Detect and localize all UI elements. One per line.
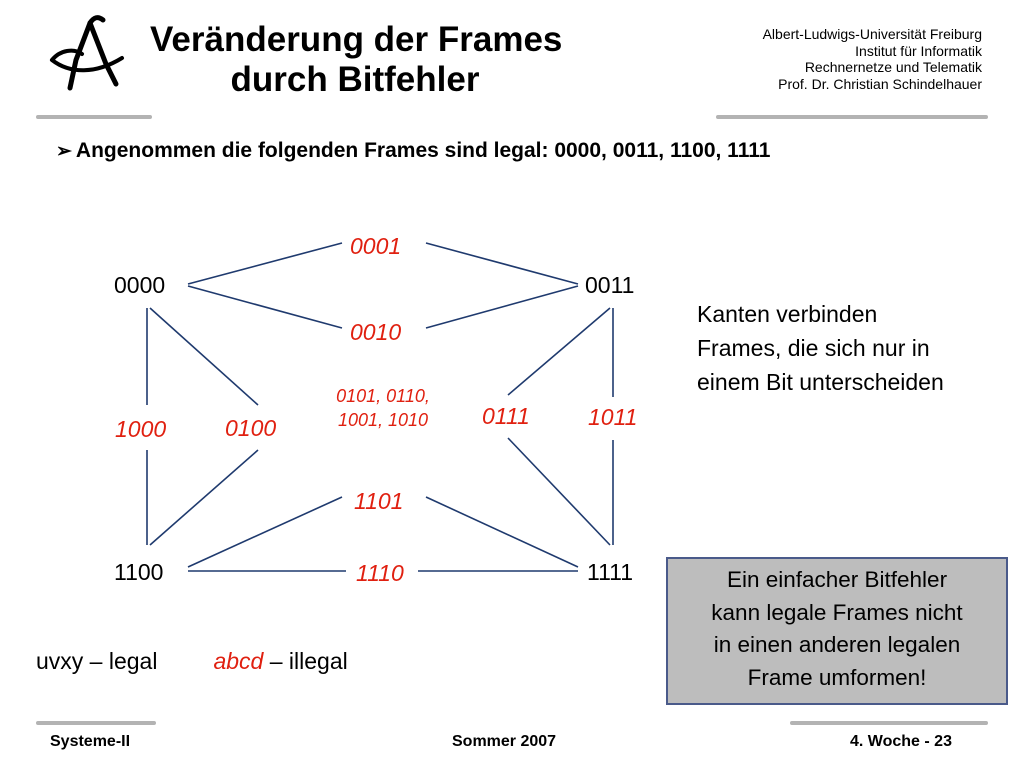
illegal-label-1000: 1000 [115,416,167,442]
legend-illegal-word: abcd [213,648,264,674]
bullet-text: Angenommen die folgenden Frames sind legal: 0000, 0011, 1100, 1111 [75,139,771,162]
illegal-label-0100: 0100 [225,415,277,441]
side-note-line: Frames, die sich nur in [697,335,930,361]
illegal-label-0001: 0001 [350,233,402,259]
illegal-label-1110: 1110 [356,560,404,586]
illegal-label-1101: 1101 [354,488,404,514]
highlight-line: in einen anderen legalen [713,632,961,657]
side-note-line: Kanten verbinden [697,301,878,327]
legend [36,648,348,675]
illegal-label-1011: 1011 [588,404,638,430]
highlight-box [666,557,1008,705]
legend-illegal-suffix: – illegal [263,648,348,674]
node-1100: 1100 [114,559,164,585]
highlight-line: Ein einfacher Bitfehler [726,567,948,592]
institution-line: Rechnernetze und Telematik [804,59,982,75]
node-0000: 0000 [114,272,166,298]
illegal-label-0111: 0111 [482,403,530,429]
institution-line: Albert-Ludwigs-Universität Freiburg [762,26,982,42]
illegal-label-center [314,384,452,432]
footer-right: 4. Woche - 23 [850,733,952,750]
institution-line: Prof. Dr. Christian Schindelhauer [778,75,982,92]
illegal-label-0010: 0010 [350,319,402,345]
institution-line: Institut für Informatik [855,42,982,59]
side-note-line: einem Bit unterscheiden [697,369,944,395]
title-line-2: durch Bitfehler [230,60,480,99]
bullet-arrow-icon: ➢ [56,141,72,162]
footer-divider-right [790,721,988,725]
highlight-line: kann legale Frames nicht [711,599,963,625]
center-line-2: 1001, 1010 [337,410,429,430]
footer-divider-left [36,721,156,725]
title-line-1: Veränderung der Frames [150,20,563,59]
footer-left: Systeme-II [50,733,131,750]
footer-center: Sommer 2007 [452,733,557,750]
center-line-1: 0101, 0110, [336,386,430,406]
node-0011: 0011 [585,272,635,298]
legend-legal: uvxy – legal [36,648,158,674]
node-1111: 1111 [587,559,634,585]
side-note [697,297,944,399]
highlight-line: Frame umformen! [747,664,927,690]
